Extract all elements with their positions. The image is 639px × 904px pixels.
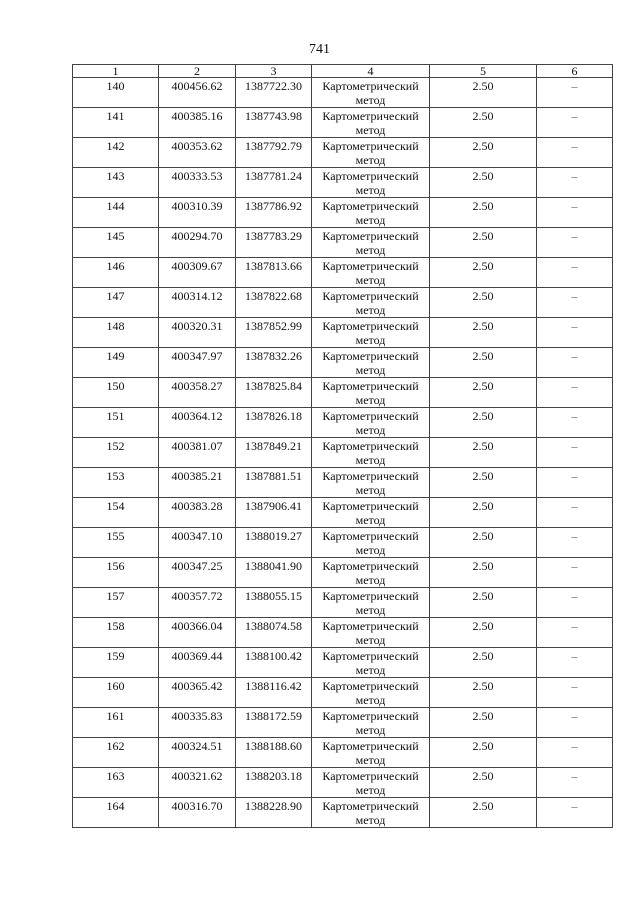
- point-number: 142: [73, 138, 159, 168]
- accuracy-value: 2.50: [430, 408, 537, 438]
- coordinates-table: [72, 64, 613, 828]
- method-line-1: Картометрический: [322, 259, 419, 273]
- method-line-1: Картометрический: [322, 559, 419, 573]
- description-cell: –: [537, 708, 613, 738]
- point-number: 146: [73, 258, 159, 288]
- method-cell: [312, 138, 430, 168]
- point-number: 154: [73, 498, 159, 528]
- method-cell: [312, 768, 430, 798]
- accuracy-value: 2.50: [430, 648, 537, 678]
- method-cell: [312, 78, 430, 108]
- coordinate-y: 1387813.66: [236, 258, 312, 288]
- point-number: 155: [73, 528, 159, 558]
- table-row: [73, 438, 613, 468]
- column-header: 3: [236, 65, 312, 78]
- accuracy-value: 2.50: [430, 228, 537, 258]
- method-cell: [312, 468, 430, 498]
- method-line-2: метод: [355, 213, 386, 227]
- method-line-2: метод: [355, 543, 386, 557]
- method-line-2: метод: [355, 393, 386, 407]
- coordinate-y: 1387826.18: [236, 408, 312, 438]
- accuracy-value: 2.50: [430, 198, 537, 228]
- method-line-2: метод: [355, 663, 386, 677]
- coordinate-x: 400456.62: [159, 78, 236, 108]
- accuracy-value: 2.50: [430, 528, 537, 558]
- method-line-2: метод: [355, 333, 386, 347]
- method-line-2: метод: [355, 423, 386, 437]
- coordinate-x: 400309.67: [159, 258, 236, 288]
- coordinate-y: 1388074.58: [236, 618, 312, 648]
- coordinate-x: 400294.70: [159, 228, 236, 258]
- coordinate-y: 1387832.26: [236, 348, 312, 378]
- accuracy-value: 2.50: [430, 618, 537, 648]
- table-row: [73, 138, 613, 168]
- point-number: 144: [73, 198, 159, 228]
- method-line-1: Картометрический: [322, 619, 419, 633]
- accuracy-value: 2.50: [430, 78, 537, 108]
- table-row: [73, 348, 613, 378]
- table-row: [73, 468, 613, 498]
- method-line-2: метод: [355, 153, 386, 167]
- method-line-2: метод: [355, 693, 386, 707]
- table-row: [73, 768, 613, 798]
- coordinate-y: 1388100.42: [236, 648, 312, 678]
- page-number: 741: [309, 42, 330, 57]
- method-line-2: метод: [355, 513, 386, 527]
- coordinate-x: 400320.31: [159, 318, 236, 348]
- method-line-2: метод: [355, 783, 386, 797]
- description-cell: –: [537, 588, 613, 618]
- coordinate-x: 400347.97: [159, 348, 236, 378]
- description-cell: –: [537, 318, 613, 348]
- method-line-1: Картометрический: [322, 439, 419, 453]
- point-number: 151: [73, 408, 159, 438]
- point-number: 160: [73, 678, 159, 708]
- table-row: [73, 498, 613, 528]
- accuracy-value: 2.50: [430, 468, 537, 498]
- coordinate-x: 400310.39: [159, 198, 236, 228]
- method-line-2: метод: [355, 363, 386, 377]
- coordinate-x: 400347.25: [159, 558, 236, 588]
- accuracy-value: 2.50: [430, 708, 537, 738]
- accuracy-value: 2.50: [430, 108, 537, 138]
- description-cell: –: [537, 498, 613, 528]
- method-line-2: метод: [355, 813, 386, 827]
- coordinate-x: 400369.44: [159, 648, 236, 678]
- method-cell: [312, 798, 430, 828]
- method-line-2: метод: [355, 573, 386, 587]
- method-line-1: Картометрический: [322, 379, 419, 393]
- method-cell: [312, 588, 430, 618]
- coordinate-y: 1387722.30: [236, 78, 312, 108]
- point-number: 159: [73, 648, 159, 678]
- method-line-1: Картометрический: [322, 409, 419, 423]
- coordinate-y: 1388203.18: [236, 768, 312, 798]
- method-line-1: Картометрический: [322, 199, 419, 213]
- description-cell: –: [537, 108, 613, 138]
- coordinate-y: 1388041.90: [236, 558, 312, 588]
- method-line-1: Картометрический: [322, 169, 419, 183]
- point-number: 156: [73, 558, 159, 588]
- table-row: [73, 198, 613, 228]
- coordinate-x: 400335.83: [159, 708, 236, 738]
- description-cell: –: [537, 738, 613, 768]
- point-number: 145: [73, 228, 159, 258]
- table-row: [73, 738, 613, 768]
- point-number: 163: [73, 768, 159, 798]
- accuracy-value: 2.50: [430, 348, 537, 378]
- method-line-2: метод: [355, 723, 386, 737]
- coordinate-x: 400365.42: [159, 678, 236, 708]
- coordinate-x: 400381.07: [159, 438, 236, 468]
- method-cell: [312, 528, 430, 558]
- method-line-1: Картометрический: [322, 109, 419, 123]
- method-cell: [312, 198, 430, 228]
- coordinate-y: 1387852.99: [236, 318, 312, 348]
- method-line-1: Картометрический: [322, 349, 419, 363]
- accuracy-value: 2.50: [430, 318, 537, 348]
- point-number: 158: [73, 618, 159, 648]
- method-line-1: Картометрический: [322, 469, 419, 483]
- method-line-1: Картометрический: [322, 319, 419, 333]
- method-line-1: Картометрический: [322, 769, 419, 783]
- description-cell: –: [537, 408, 613, 438]
- table-row: [73, 408, 613, 438]
- point-number: 157: [73, 588, 159, 618]
- coordinate-y: 1388228.90: [236, 798, 312, 828]
- method-line-2: метод: [355, 123, 386, 137]
- accuracy-value: 2.50: [430, 168, 537, 198]
- table-row: [73, 588, 613, 618]
- coordinate-y: 1388172.59: [236, 708, 312, 738]
- method-cell: [312, 378, 430, 408]
- method-cell: [312, 678, 430, 708]
- column-header: 5: [430, 65, 537, 78]
- table-row: [73, 258, 613, 288]
- table-row: [73, 528, 613, 558]
- method-line-1: Картометрический: [322, 139, 419, 153]
- method-cell: [312, 438, 430, 468]
- method-line-1: Картометрический: [322, 229, 419, 243]
- coordinate-y: 1387849.21: [236, 438, 312, 468]
- accuracy-value: 2.50: [430, 558, 537, 588]
- column-header: 1: [73, 65, 159, 78]
- method-line-1: Картометрический: [322, 79, 419, 93]
- table-body: [73, 78, 613, 828]
- table-row: [73, 108, 613, 138]
- description-cell: –: [537, 378, 613, 408]
- coordinate-x: 400347.10: [159, 528, 236, 558]
- method-line-2: метод: [355, 483, 386, 497]
- method-line-2: метод: [355, 303, 386, 317]
- coordinate-y: 1388116.42: [236, 678, 312, 708]
- table-row: [73, 618, 613, 648]
- accuracy-value: 2.50: [430, 738, 537, 768]
- coordinate-y: 1387783.29: [236, 228, 312, 258]
- method-cell: [312, 108, 430, 138]
- description-cell: –: [537, 528, 613, 558]
- method-cell: [312, 498, 430, 528]
- coordinate-x: 400385.21: [159, 468, 236, 498]
- method-cell: [312, 318, 430, 348]
- description-cell: –: [537, 348, 613, 378]
- method-cell: [312, 738, 430, 768]
- coordinate-x: 400358.27: [159, 378, 236, 408]
- coordinate-x: 400357.72: [159, 588, 236, 618]
- method-cell: [312, 648, 430, 678]
- point-number: 161: [73, 708, 159, 738]
- column-header: 4: [312, 65, 430, 78]
- method-line-1: Картометрический: [322, 679, 419, 693]
- accuracy-value: 2.50: [430, 588, 537, 618]
- table-row: [73, 648, 613, 678]
- coordinate-y: 1388188.60: [236, 738, 312, 768]
- coordinate-y: 1387743.98: [236, 108, 312, 138]
- description-cell: –: [537, 78, 613, 108]
- table-row: [73, 228, 613, 258]
- method-line-1: Картометрический: [322, 799, 419, 813]
- point-number: 150: [73, 378, 159, 408]
- table-row: [73, 78, 613, 108]
- description-cell: –: [537, 258, 613, 288]
- method-line-1: Картометрический: [322, 289, 419, 303]
- method-line-2: метод: [355, 273, 386, 287]
- table-row: [73, 798, 613, 828]
- description-cell: –: [537, 288, 613, 318]
- method-line-2: метод: [355, 453, 386, 467]
- method-line-2: метод: [355, 603, 386, 617]
- point-number: 152: [73, 438, 159, 468]
- point-number: 147: [73, 288, 159, 318]
- method-line-1: Картометрический: [322, 589, 419, 603]
- point-number: 141: [73, 108, 159, 138]
- coordinate-x: 400385.16: [159, 108, 236, 138]
- table-row: [73, 708, 613, 738]
- description-cell: –: [537, 648, 613, 678]
- method-line-1: Картометрический: [322, 739, 419, 753]
- accuracy-value: 2.50: [430, 138, 537, 168]
- method-cell: [312, 168, 430, 198]
- method-line-2: метод: [355, 243, 386, 257]
- description-cell: –: [537, 138, 613, 168]
- column-header: 6: [537, 65, 613, 78]
- point-number: 164: [73, 798, 159, 828]
- method-cell: [312, 288, 430, 318]
- method-cell: [312, 708, 430, 738]
- method-line-2: метод: [355, 183, 386, 197]
- table-row: [73, 168, 613, 198]
- coordinate-x: 400333.53: [159, 168, 236, 198]
- description-cell: –: [537, 168, 613, 198]
- method-cell: [312, 228, 430, 258]
- description-cell: –: [537, 558, 613, 588]
- accuracy-value: 2.50: [430, 678, 537, 708]
- description-cell: –: [537, 468, 613, 498]
- description-cell: –: [537, 618, 613, 648]
- accuracy-value: 2.50: [430, 288, 537, 318]
- accuracy-value: 2.50: [430, 498, 537, 528]
- method-line-1: Картометрический: [322, 499, 419, 513]
- coordinate-x: 400321.62: [159, 768, 236, 798]
- point-number: 143: [73, 168, 159, 198]
- coordinate-y: 1387906.41: [236, 498, 312, 528]
- accuracy-value: 2.50: [430, 258, 537, 288]
- table-header-row: [73, 65, 613, 78]
- coordinate-x: 400366.04: [159, 618, 236, 648]
- point-number: 149: [73, 348, 159, 378]
- method-cell: [312, 618, 430, 648]
- coordinate-x: 400314.12: [159, 288, 236, 318]
- coordinate-y: 1387825.84: [236, 378, 312, 408]
- table-row: [73, 378, 613, 408]
- coordinate-y: 1387822.68: [236, 288, 312, 318]
- accuracy-value: 2.50: [430, 768, 537, 798]
- coordinate-x: 400364.12: [159, 408, 236, 438]
- description-cell: –: [537, 198, 613, 228]
- point-number: 148: [73, 318, 159, 348]
- coordinate-x: 400353.62: [159, 138, 236, 168]
- table-row: [73, 288, 613, 318]
- description-cell: –: [537, 768, 613, 798]
- method-cell: [312, 558, 430, 588]
- coordinate-y: 1387786.92: [236, 198, 312, 228]
- coordinate-y: 1387792.79: [236, 138, 312, 168]
- table-row: [73, 678, 613, 708]
- point-number: 153: [73, 468, 159, 498]
- coordinate-x: 400324.51: [159, 738, 236, 768]
- table-row: [73, 558, 613, 588]
- accuracy-value: 2.50: [430, 798, 537, 828]
- description-cell: –: [537, 678, 613, 708]
- description-cell: –: [537, 798, 613, 828]
- method-line-1: Картометрический: [322, 529, 419, 543]
- method-cell: [312, 408, 430, 438]
- accuracy-value: 2.50: [430, 378, 537, 408]
- table-row: [73, 318, 613, 348]
- coordinate-y: 1387881.51: [236, 468, 312, 498]
- point-number: 162: [73, 738, 159, 768]
- coordinate-x: 400383.28: [159, 498, 236, 528]
- method-line-2: метод: [355, 93, 386, 107]
- coordinate-y: 1388055.15: [236, 588, 312, 618]
- point-number: 140: [73, 78, 159, 108]
- coordinate-y: 1388019.27: [236, 528, 312, 558]
- accuracy-value: 2.50: [430, 438, 537, 468]
- column-header: 2: [159, 65, 236, 78]
- coordinate-x: 400316.70: [159, 798, 236, 828]
- coordinate-y: 1387781.24: [236, 168, 312, 198]
- description-cell: –: [537, 438, 613, 468]
- method-line-1: Картометрический: [322, 709, 419, 723]
- method-line-2: метод: [355, 633, 386, 647]
- method-cell: [312, 258, 430, 288]
- description-cell: –: [537, 228, 613, 258]
- method-line-1: Картометрический: [322, 649, 419, 663]
- method-line-2: метод: [355, 753, 386, 767]
- method-cell: [312, 348, 430, 378]
